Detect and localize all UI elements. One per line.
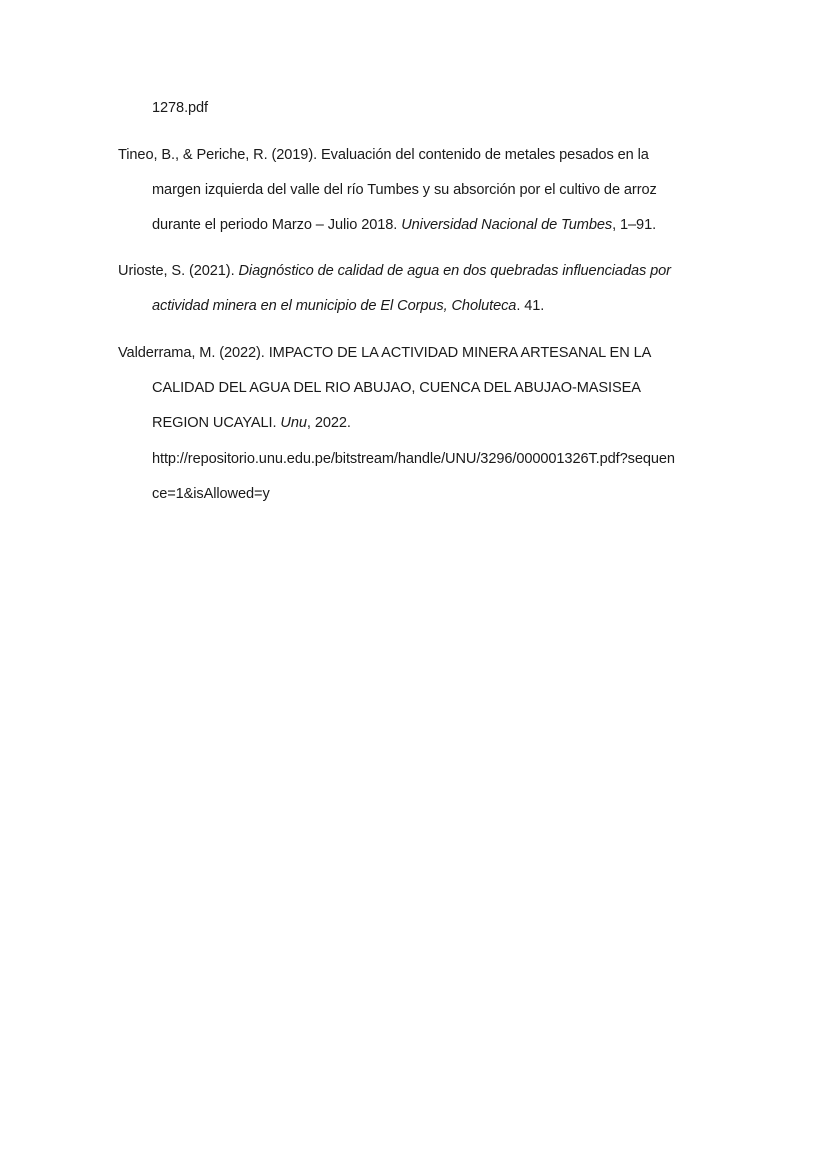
ref-url[interactable]: http://repositorio.unu.edu.pe/bitstream/handle/UNU/3296/000001326T.pdf?sequen <box>152 451 675 467</box>
reference-line <box>118 262 671 280</box>
ref-url[interactable]: ce=1&isAllowed=y <box>152 486 270 502</box>
reference-line <box>118 146 649 164</box>
ref-text: 1278.pdf <box>152 100 209 116</box>
ref-text: , 2022. <box>306 415 351 431</box>
ref-source-title: Universidad Nacional de Tumbes <box>401 217 613 233</box>
ref-text: Tineo, B., & Periche, R. (2019). Evaluación del contenido de metales pesados en la <box>118 147 649 163</box>
ref-text: , 1–91. <box>612 217 657 233</box>
reference-line <box>118 344 651 362</box>
ref-text: margen izquierda del valle del río Tumbes y su absorción por el cultivo de arroz <box>152 182 657 198</box>
ref-text: . 41. <box>516 298 545 314</box>
ref-text: CALIDAD DEL AGUA DEL RIO ABUJAO, CUENCA DEL ABUJAO-MASISEA <box>152 380 641 396</box>
reference-url-line[interactable] <box>152 450 675 468</box>
ref-work-title: Diagnóstico de calidad de agua en dos quebradas influenciadas por <box>238 263 671 279</box>
ref-text: REGION UCAYALI. <box>152 415 281 431</box>
ref-source-title: Unu <box>280 415 307 431</box>
reference-line <box>152 379 641 397</box>
reference-line <box>152 181 657 199</box>
ref-work-title: actividad minera en el municipio de El Corpus, Choluteca <box>152 298 517 314</box>
ref-text: durante el periodo Marzo – Julio 2018. <box>152 217 402 233</box>
ref-text: Valderrama, M. (2022). IMPACTO DE LA ACTIVIDAD MINERA ARTESANAL EN LA <box>118 345 652 361</box>
reference-continuation-line <box>152 99 208 117</box>
ref-text: Urioste, S. (2021). <box>118 263 239 279</box>
reference-line <box>152 216 656 234</box>
reference-line <box>152 414 351 432</box>
reference-url-line[interactable] <box>152 485 270 503</box>
reference-line <box>152 297 544 315</box>
